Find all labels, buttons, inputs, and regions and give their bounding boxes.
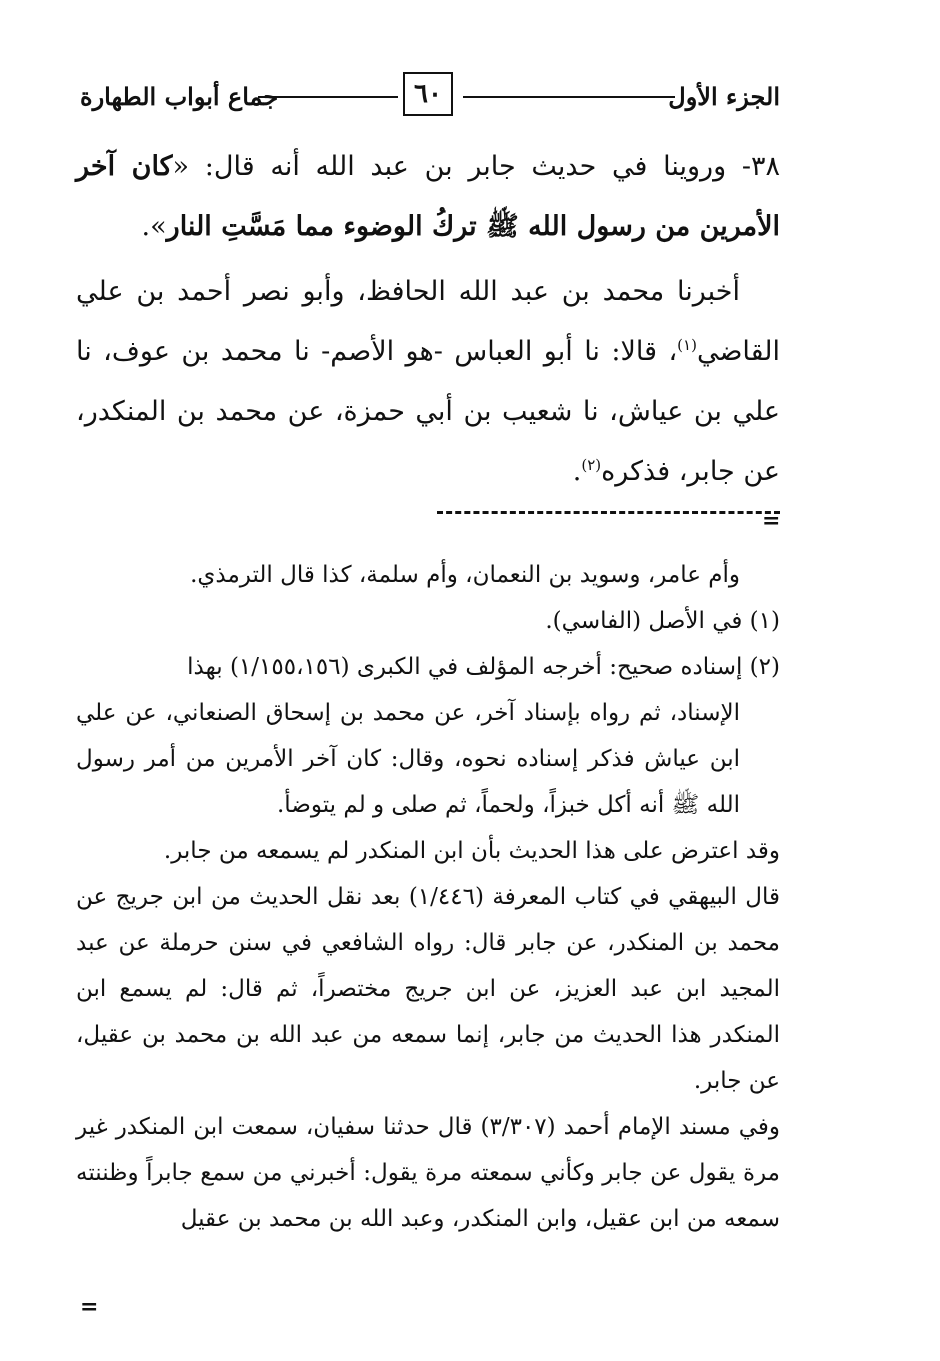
isnad-paragraph xyxy=(76,262,780,502)
header-volume: الجزء الأول xyxy=(668,82,780,111)
isnad-part-1: أخبرنا محمد بن عبد الله الحافظ، وأبو نصر أحمد بن علي القاضي xyxy=(76,276,780,367)
footnote-bayhaqi: قال البيهقي في كتاب المعرفة (١/٤٤٦) بعد نقل الحديث من ابن جريج عن محمد بن المنكدر، عن جابر قال: رواه الشافعي في سنن حرملة عن عبد المجيد ابن عبد العزيز، عن ابن جريج مختصراً، ثم قال: لم يسمع ابن المنكدر هذا الحديث من جابر، إنما سمعه من عبد الله بن محمد بن عقيل، عن جابر. xyxy=(76,884,780,1094)
hadith-38 xyxy=(76,137,780,257)
footnotes xyxy=(76,552,780,1242)
footnote-carryover: وأم عامر، وسويد بن النعمان، وأم سلمة، كذا قال الترمذي. xyxy=(190,562,740,588)
footnote-ref-2: (٢) xyxy=(581,456,602,474)
page-number: ٦٠ xyxy=(403,72,453,116)
footnote-musnad: وفي مسند الإمام أحمد (٣/٣٠٧) قال حدثنا سفيان، سمعت ابن المنكدر غير مرة يقول عن جابر وكأني سمعته مرة يقول: أخبرني من سمع جابراً وظننته سمعه من ابن عقيل، وابن المنكدر، وعبد الله بن محمد بن عقيل xyxy=(76,1114,780,1232)
isnad-part-2: ، قالا: نا أبو العباس -هو الأصم- نا محمد بن عوف، نا علي بن عياش، نا شعيب بن أبي حمزة، عن محمد بن المنكدر، عن جابر، فذكره xyxy=(76,336,780,487)
footnote-ref-1: (١) xyxy=(677,336,697,354)
footnote-objection: وقد اعترض على هذا الحديث بأن ابن المنكدر لم يسمعه من جابر. xyxy=(163,838,780,864)
header-rule-left xyxy=(258,96,398,98)
header-rule-right xyxy=(463,96,675,98)
header-chapter: جماع أبواب الطهارة xyxy=(80,82,279,111)
continuation-mark-bottom: = xyxy=(80,1294,99,1320)
hadith-intro: ٣٨- وروينا في حديث جابر بن عبد الله أنه قال: « xyxy=(172,151,780,182)
footnote-separator xyxy=(437,511,780,514)
hadith-quote-close: ». xyxy=(141,211,167,242)
footnote-2-head: (٢) إسناده صحيح: أخرجه المؤلف في الكبرى (١/١٥٥،١٥٦) بهذا xyxy=(187,654,780,680)
footnote-2-body: الإسناد، ثم رواه بإسناد آخر، عن محمد بن إسحاق الصنعاني، عن علي ابن عياش فذكر إسناده نحوه، وقال: كان آخر الأمرين من أمر رسول الله ﷺ أنه أكل خبزاً، ولحماً، ثم صلى و لم يتوضأ. xyxy=(76,700,740,818)
continuation-mark: = xyxy=(762,508,781,534)
footnote-1: (١) في الأصل (الفاسي). xyxy=(545,608,780,634)
isnad-end: . xyxy=(572,456,582,487)
hadith-quote: كان آخر الأمرين من رسول الله ﷺ تركُ الوضوء مما مَسَّتِ النار xyxy=(76,151,780,242)
